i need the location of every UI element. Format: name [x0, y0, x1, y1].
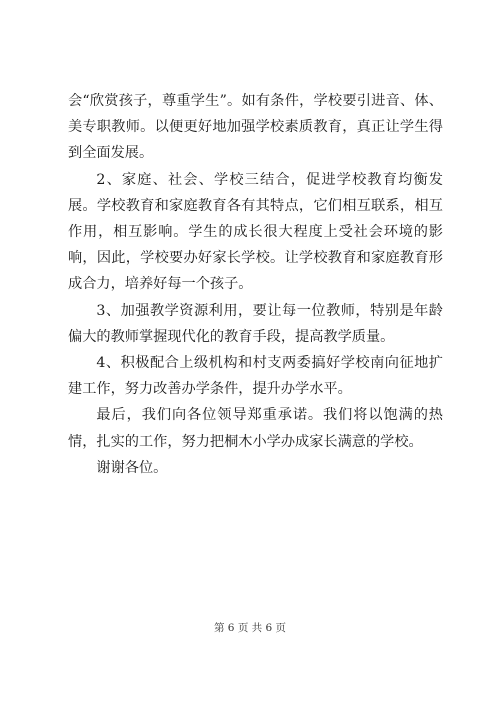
paragraph-item-2: 2、家庭、社会、学校三结合，促进学校教育均衡发展。学校教育和家庭教育各有其特点，它们相互联系，相互作用，相互影响。学生的成长很大程度上受社会环境的影响，因此，学校要办好家长学校。让学校教育和家庭教育形成合力，培养好每一个孩子。	[68, 171, 443, 293]
paragraph-closing: 最后，我们向各位领导郑重承诺。我们将以饱满的热情，扎实的工作，努力把桐木小学办成家长满意的学校。	[68, 407, 443, 450]
paragraph-continuation: 会“欣赏孩子，尊重学生”。如有条件，学校要引进音、体、美专职教师。以便更好地加强学校素质教育，真正让学生得到全面发展。	[68, 93, 443, 162]
page-footer: 第 6 页 共 6 页	[213, 622, 287, 634]
paragraph-thanks: 谢谢各位。	[96, 459, 168, 476]
paragraph-item-3: 3、加强教学资源利用，要让每一位教师，特别是年龄偏大的教师掌握现代化的教育手段，提高教学质量。	[68, 302, 443, 345]
paragraph-item-4: 4、积极配合上级机构和村支两委搞好学校南向征地扩建工作，努力改善办学条件，提升办学水平。	[68, 355, 443, 398]
document-body	[68, 88, 443, 481]
